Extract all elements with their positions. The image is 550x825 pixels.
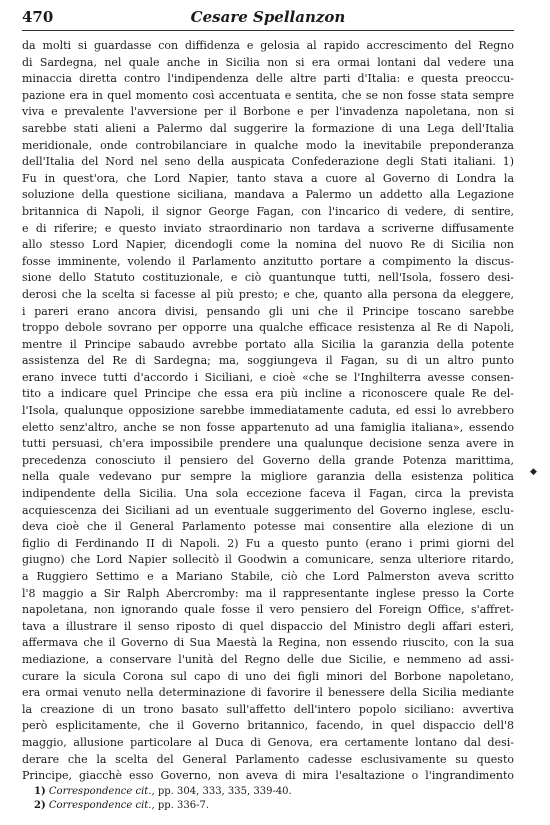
text-line: la creazione di un trono basato sull'affetto dell'intero popolo siciliano: avvertiva	[22, 702, 514, 716]
footnote	[34, 799, 504, 813]
text-line: assistenza del Re di Sardegna; ma, soggiungeva il Fagan, su di un altro punto	[22, 354, 514, 368]
text-line: tutti persuasi, ch'era impossibile prendere una qualunque decisione senza avere in	[22, 437, 514, 451]
text-line: curare la sicula Corona sul capo di uno dei figli minori del Borbone napoletano,	[22, 669, 514, 683]
text-line: sione dello Statuto costituzionale, e ciò quantunque tutti, nell'Isola, fossero desi-	[22, 271, 514, 285]
text-line: derosi che la scelta si facesse al più presto; e che, quanto alla persona da eleggere,	[22, 287, 514, 301]
margin-bullet-mark: ◆	[530, 467, 537, 477]
footnotes	[34, 785, 504, 813]
footnote-source: Correspondence cit.,	[48, 786, 155, 797]
text-line: allo stesso Lord Napier, dicendogli come la nomina del nuovo Re di Sicilia non	[22, 238, 514, 252]
text-line: giugno) che Lord Napier sollecitò il Goodwin a comunicare, senza ulteriore ritardo,	[22, 553, 514, 567]
text-line: minaccia diretta contro l'indipendenza delle altre parti d'Italia: e questa preoccu-	[22, 72, 514, 86]
text-line: fosse imminente, volendo il Parlamento anzitutto portare a compimento la discus-	[22, 254, 514, 268]
text-line: i pareri erano ancora divisi, pensando gli uni che il Principe toscano sarebbe	[22, 304, 514, 318]
text-line: l'Isola, qualunque opposizione sarebbe immediatamente caduta, ed essi lo avrebbero	[22, 404, 514, 418]
text-line: britannica di Napoli, il signor George Fagan, con l'incarico di vedere, di sentire,	[22, 204, 514, 218]
header-rule	[22, 30, 514, 31]
text-line: tava a illustrare il senso riposto di quel dispaccio del Ministro degli affari esteri,	[22, 619, 514, 633]
text-line: erano invece tutti d'accordo i Siciliani, e cioè «che se l'Inghilterra avesse consen-	[22, 370, 514, 384]
text-line: eletto senz'altro, anche se non fosse appartenuto ad una famiglia italiana», essendo	[22, 420, 514, 434]
text-line: però esplicitamente, che il Governo britannico, facendo, in quel dispaccio dell'8	[22, 719, 514, 733]
footnote-number: 2)	[34, 800, 46, 811]
text-line: dell'Italia del Nord nel seno della auspicata Confederazione degli Stati italiani. 1)	[22, 155, 514, 169]
running-head	[22, 8, 514, 30]
text-line: napoletana, non ignorando quale fosse il vero pensiero del Foreign Office, s'affret-	[22, 603, 514, 617]
text-line: precedenza conosciuto il pensiero del Governo della grande Potenza marittima,	[22, 453, 514, 467]
text-line: mediazione, a conservare l'unità del Regno delle due Sicilie, e nemmeno ad assi-	[22, 652, 514, 666]
text-line: nella quale vedevano pur sempre la migliore garanzia della esistenza politica	[22, 470, 514, 484]
text-line: l'8 maggio a Sir Ralph Abercromby: ma il rappresentante inglese presso la Corte	[22, 586, 514, 600]
body-text	[22, 38, 514, 785]
text-line: troppo debole sovrano per opporre una qualche efficace resistenza al Re di Napoli,	[22, 321, 514, 335]
text-line: Principe, giacchè esso Governo, non aveva di mira l'esaltazione o l'ingrandimento	[22, 769, 514, 783]
text-line: soluzione della questione siciliana, mandava a Palermo un addetto alla Legazione	[22, 188, 514, 202]
footnote-pages: pp. 336-7.	[157, 800, 210, 811]
text-line: viva e prevalente l'avversione per il Borbone e per l'invadenza napoletana, non si	[22, 105, 514, 119]
text-line: tito a indicare quel Principe che essa era più incline a riconoscere quale Re del-	[22, 387, 514, 401]
text-line: maggio, allusione particolare al Duca di Genova, era certamente lontano dal desi-	[22, 735, 514, 749]
footnote-pages: pp. 304, 333, 335, 339-40.	[157, 786, 292, 797]
text-line: derare che la scelta del General Parlamento cadesse esclusivamente su questo	[22, 752, 514, 766]
text-line: pazione era in quel momento così accentuata e sentita, che se non fosse stata sempre	[22, 88, 514, 102]
text-line: sarebbe stati alieni a Palermo dal suggerire la formazione di una Lega dell'Italia	[22, 121, 514, 135]
text-line: e di riferire; e questo inviato straordinario non tardava a scriverne diffusamente	[22, 221, 514, 235]
text-line: era ormai venuto nella determinazione di favorire il benessere della Sicilia mediante	[22, 686, 514, 700]
text-line: a Ruggiero Settimo e a Mariano Stabile, ciò che Lord Palmerston aveva scritto	[22, 570, 514, 583]
text-line: figlio di Ferdinando II di Napoli. 2) Fu a questo punto (erano i primi giorni del	[22, 536, 514, 550]
text-line: di Sardegna, nel quale anche in Sicilia non si era ormai lontani dal vedere una	[22, 55, 514, 69]
footnote	[34, 785, 504, 799]
footnote-source: Correspondence cit.,	[48, 800, 155, 811]
text-line: mentre il Principe sabaudo avrebbe portato alla Sicilia la garanzia della potente	[22, 337, 514, 351]
text-line: meridionale, onde controbilanciare in qualche modo la inevitabile preponderanza	[22, 138, 514, 152]
text-line: affermava che il Governo di Sua Maestà la Regina, non essendo riuscito, con la sua	[22, 636, 514, 650]
page-number: 470	[22, 8, 54, 26]
text-line: da molti si guardasse con diffidenza e gelosia al rapido accrescimento del Regno	[22, 39, 514, 52]
text-line: Fu in quest'ora, che Lord Napier, tanto stava a cuore al Governo di Londra la	[22, 171, 514, 185]
text-line: acquiescenza dei Siciliani ad un eventuale suggerimento del Governo inglese, esclu-	[22, 503, 514, 517]
running-title: Cesare Spellanzon	[190, 8, 346, 26]
text-line: deva cioè che il General Parlamento potesse mai consentire alla elezione di un	[22, 520, 514, 534]
footnote-number: 1)	[34, 786, 46, 797]
text-line: indipendente della Sicilia. Una sola eccezione faceva il Fagan, circa la prevista	[22, 487, 514, 501]
